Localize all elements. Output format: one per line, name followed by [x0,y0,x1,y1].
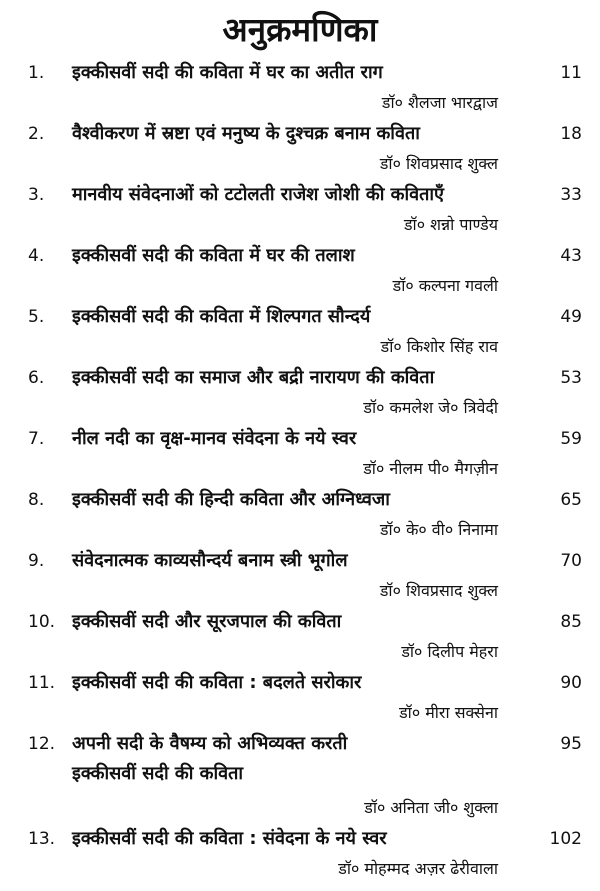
entry-number: 9. [28,551,45,571]
contents-list [0,58,600,885]
toc-entry [0,180,600,241]
entry-title: मानवीय संवेदनाओं को टटोलती राजेश जोशी की कविताएँ [72,184,444,205]
entry-page-number: 102 [549,829,582,849]
toc-entry [0,58,600,119]
entry-title: संवेदनात्मक काव्यसौन्दर्य बनाम स्त्री भूगोल [72,550,348,571]
entry-page-number: 59 [560,429,582,449]
entry-page-number: 53 [560,368,582,388]
entry-number: 1. [28,63,45,83]
entry-title: अपनी सदी के वैषम्य को अभिव्यक्त करती [72,733,348,754]
entry-page-number: 18 [560,124,582,144]
entry-row [0,58,600,88]
toc-entry [0,607,600,668]
entry-number: 12. [28,734,56,754]
entry-number: 2. [28,124,45,144]
entry-page-number: 90 [560,673,582,693]
entry-row [0,729,600,759]
toc-entry [0,424,600,485]
entry-page-number: 70 [560,551,582,571]
entry-page-number: 43 [560,246,582,266]
toc-entry [0,363,600,424]
entry-author: डॉ० शिवप्रसाद शुक्ल [379,581,498,600]
toc-entry [0,302,600,363]
toc-entry [0,668,600,729]
entry-row [0,180,600,210]
entry-page-number: 49 [560,307,582,327]
entry-title: इक्कीसवीं सदी की हिन्दी कविता और अग्निध्वजा [72,489,390,510]
entry-title: इक्कीसवीं सदी का समाज और बद्री नारायण की कविता [72,367,435,388]
entry-author: डॉ० शन्नो पाण्डेय [403,215,498,234]
entry-author: डॉ० के० वी० निनामा [379,520,498,539]
entry-author: डॉ० मोहम्मद अज़र ढेरीवाला [338,859,498,878]
toc-entry [0,119,600,180]
entry-title: इक्कीसवीं सदी और सूरजपाल की कविता [72,611,342,632]
entry-author: डॉ० कल्पना गवली [392,276,498,295]
entry-author: डॉ० मीरा सक्सेना [399,703,498,722]
entry-number: 11. [28,673,56,693]
entry-author: डॉ० किशोर सिंह राव [380,337,498,356]
entry-title: इक्कीसवीं सदी की कविता में घर की तलाश [72,245,355,266]
entry-row [0,424,600,454]
entry-title: इक्कीसवीं सदी की कविता में शिल्पगत सौन्दर्य [72,306,371,327]
entry-row [0,363,600,393]
entry-page-number: 95 [560,734,582,754]
entry-author: डॉ० शिवप्रसाद शुक्ल [379,154,498,173]
toc-entry [0,485,600,546]
entry-row [0,546,600,576]
entry-author: डॉ० नीलम पी० मैगज़ीन [363,459,498,478]
toc-entry [0,546,600,607]
toc-entry [0,824,600,885]
entry-row [0,607,600,637]
toc-entry [0,729,600,824]
entry-number: 7. [28,429,45,449]
entry-row [0,668,600,698]
page-title: अनुक्रमणिका [222,10,378,49]
entry-row [0,485,600,515]
entry-row [0,119,600,149]
entry-page-number: 85 [560,612,582,632]
entry-row [0,302,600,332]
entry-title: इक्कीसवीं सदी की कविता : संवेदना के नये स्वर [72,828,387,849]
entry-title: वैश्वीकरण में स्रष्टा एवं मनुष्य के दुश्चक्र बनाम कविता [72,123,420,144]
entry-row [0,241,600,271]
entry-row [0,824,600,854]
entry-page-number: 33 [560,185,582,205]
entry-author: डॉ० कमलेश जे० त्रिवेदी [363,398,498,417]
entry-title: नील नदी का वृक्ष-मानव संवेदना के नये स्वर [72,428,357,449]
entry-title: इक्कीसवीं सदी की कविता में घर का अतीत राग [72,62,383,83]
entry-author: डॉ० अनिता जी० शुक्ला [364,798,498,817]
entry-number: 3. [28,185,45,205]
entry-number: 8. [28,490,45,510]
entry-number: 6. [28,368,45,388]
entry-number: 13. [28,829,56,849]
entry-page-number: 65 [560,490,582,510]
toc-entry [0,241,600,302]
entry-title-line2: इक्कीसवीं सदी की कविता [72,763,244,784]
entry-page-number: 11 [560,63,582,83]
entry-number: 10. [28,612,56,632]
entry-number: 4. [28,246,45,266]
entry-title: इक्कीसवीं सदी की कविता : बदलते सरोकार [72,672,362,693]
entry-author: डॉ० शैलजा भारद्वाज [381,93,498,112]
entry-number: 5. [28,307,45,327]
entry-author: डॉ० दिलीप मेहरा [401,642,498,661]
